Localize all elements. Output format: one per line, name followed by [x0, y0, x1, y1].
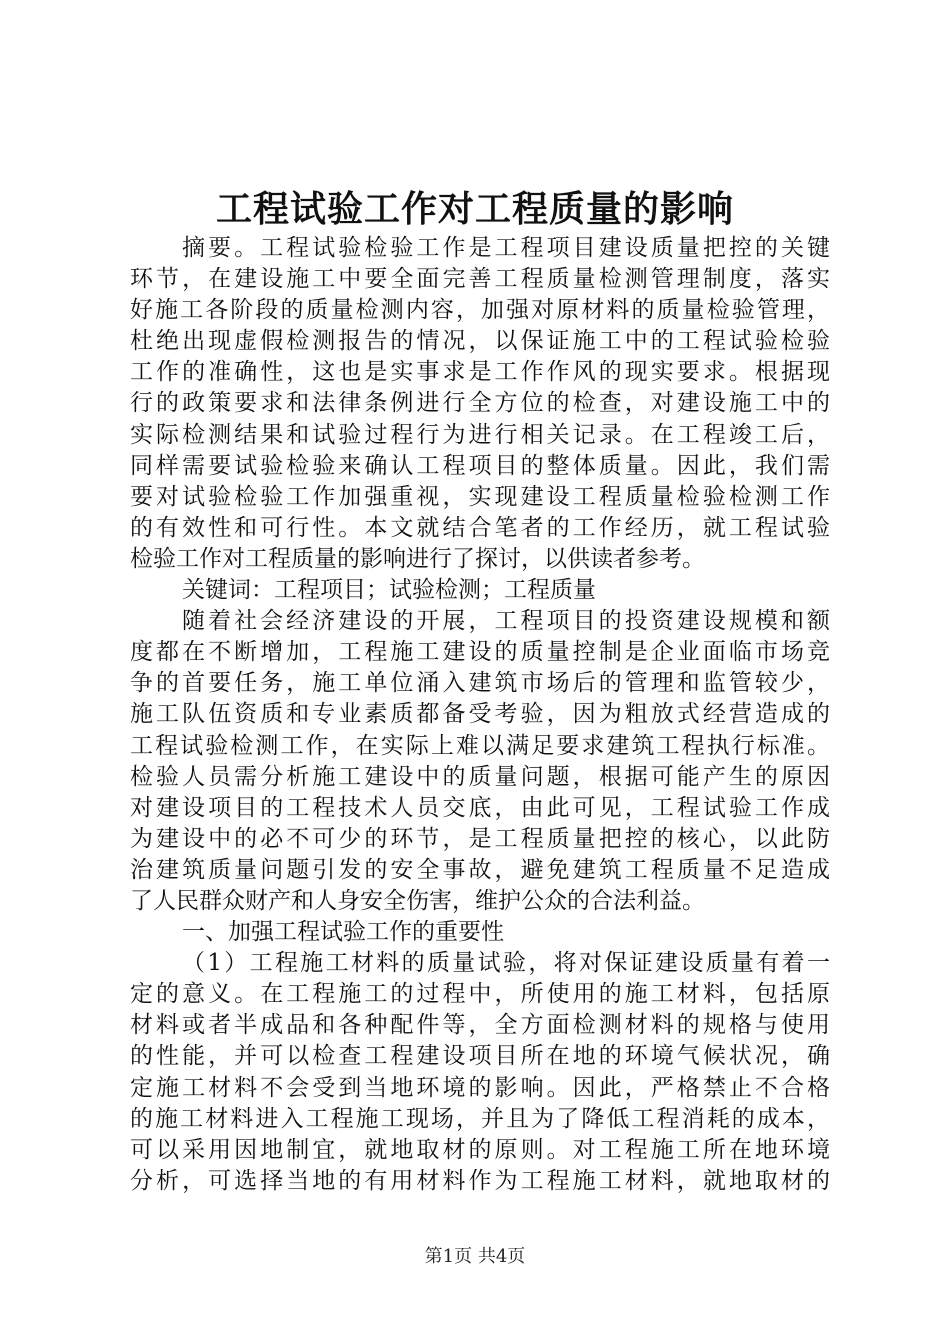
text-line: 可以采用因地制宜，就地取材的原则。对工程施工所在地环境 — [130, 1136, 830, 1163]
text-line: 实际检测结果和试验过程行为进行相关记录。在工程竣工后， — [130, 421, 830, 448]
text-line: 的施工材料进入工程施工现场，并且为了降低工程消耗的成本， — [130, 1105, 830, 1132]
text-line: 环节，在建设施工中要全面完善工程质量检测管理制度，落实 — [130, 266, 830, 293]
text-line: 度都在不断增加，工程施工建设的质量控制是企业面临市场竞 — [130, 639, 830, 666]
text-line: 行的政策要求和法律条例进行全方位的检查，对建设施工中的 — [130, 390, 830, 417]
document-body — [130, 233, 830, 1197]
text-line: 为建设中的必不可少的环节，是工程质量把控的核心，以此防 — [130, 825, 830, 852]
text-line: 摘要。工程试验检验工作是工程项目建设质量把控的关键 — [182, 235, 830, 261]
text-line: 治建筑质量问题引发的安全事故，避免建筑工程质量不足造成 — [130, 856, 830, 883]
text-line: 的性能，并可以检查工程建设项目所在地的环境气候状况，确 — [130, 1043, 830, 1070]
text-line: 施工队伍资质和专业素质都备受考验，因为粗放式经营造成的 — [130, 701, 830, 728]
text-line: 好施工各阶段的质量检测内容，加强对原材料的质量检验管理， — [130, 297, 830, 324]
text-line: 争的首要任务，施工单位涌入建筑市场后的管理和监管较少， — [130, 670, 830, 697]
text-line: 材料或者半成品和各种配件等，全方面检测材料的规格与使用 — [130, 1012, 830, 1039]
text-line: 随着社会经济建设的开展，工程项目的投资建设规模和额 — [182, 608, 830, 635]
text-line: 一、加强工程试验工作的重要性 — [182, 919, 504, 946]
text-line: 关键词：工程项目；试验检测；工程质量 — [182, 577, 596, 604]
text-line: 要对试验检验工作加强重视，实现建设工程质量检验检测工作 — [130, 483, 830, 510]
page-footer: 第1页 共4页 — [424, 1246, 526, 1267]
text-line: 分析，可选择当地的有用材料作为工程施工材料，就地取材的 — [130, 1167, 830, 1194]
text-line: 工作的准确性，这也是实事求是工作作风的现实要求。根据现 — [130, 359, 830, 386]
document-title: 工程试验工作对工程质量的影响 — [215, 188, 734, 230]
text-line: 定的意义。在工程施工的过程中，所使用的施工材料，包括原 — [130, 981, 830, 1008]
text-line: 杜绝出现虚假检测报告的情况，以保证施工中的工程试验检验 — [130, 328, 830, 355]
text-line: （1）工程施工材料的质量试验，将对保证建设质量有着一 — [182, 950, 830, 977]
text-line: 检验人员需分析施工建设中的质量问题，根据可能产生的原因 — [130, 763, 830, 790]
text-line: 对建设项目的工程技术人员交底，由此可见，工程试验工作成 — [130, 794, 830, 821]
text-line: 工程试验检测工作，在实际上难以满足要求建筑工程执行标准。 — [130, 732, 830, 759]
text-line: 检验工作对工程质量的影响进行了探讨，以供读者参考。 — [130, 545, 705, 572]
text-line: 的有效性和可行性。本文就结合笔者的工作经历，就工程试验 — [130, 514, 830, 541]
text-line: 定施工材料不会受到当地环境的影响。因此，严格禁止不合格 — [130, 1074, 830, 1101]
text-line: 同样需要试验检验来确认工程项目的整体质量。因此，我们需 — [130, 452, 830, 479]
text-line: 了人民群众财产和人身安全伤害，维护公众的合法利益。 — [130, 887, 705, 914]
